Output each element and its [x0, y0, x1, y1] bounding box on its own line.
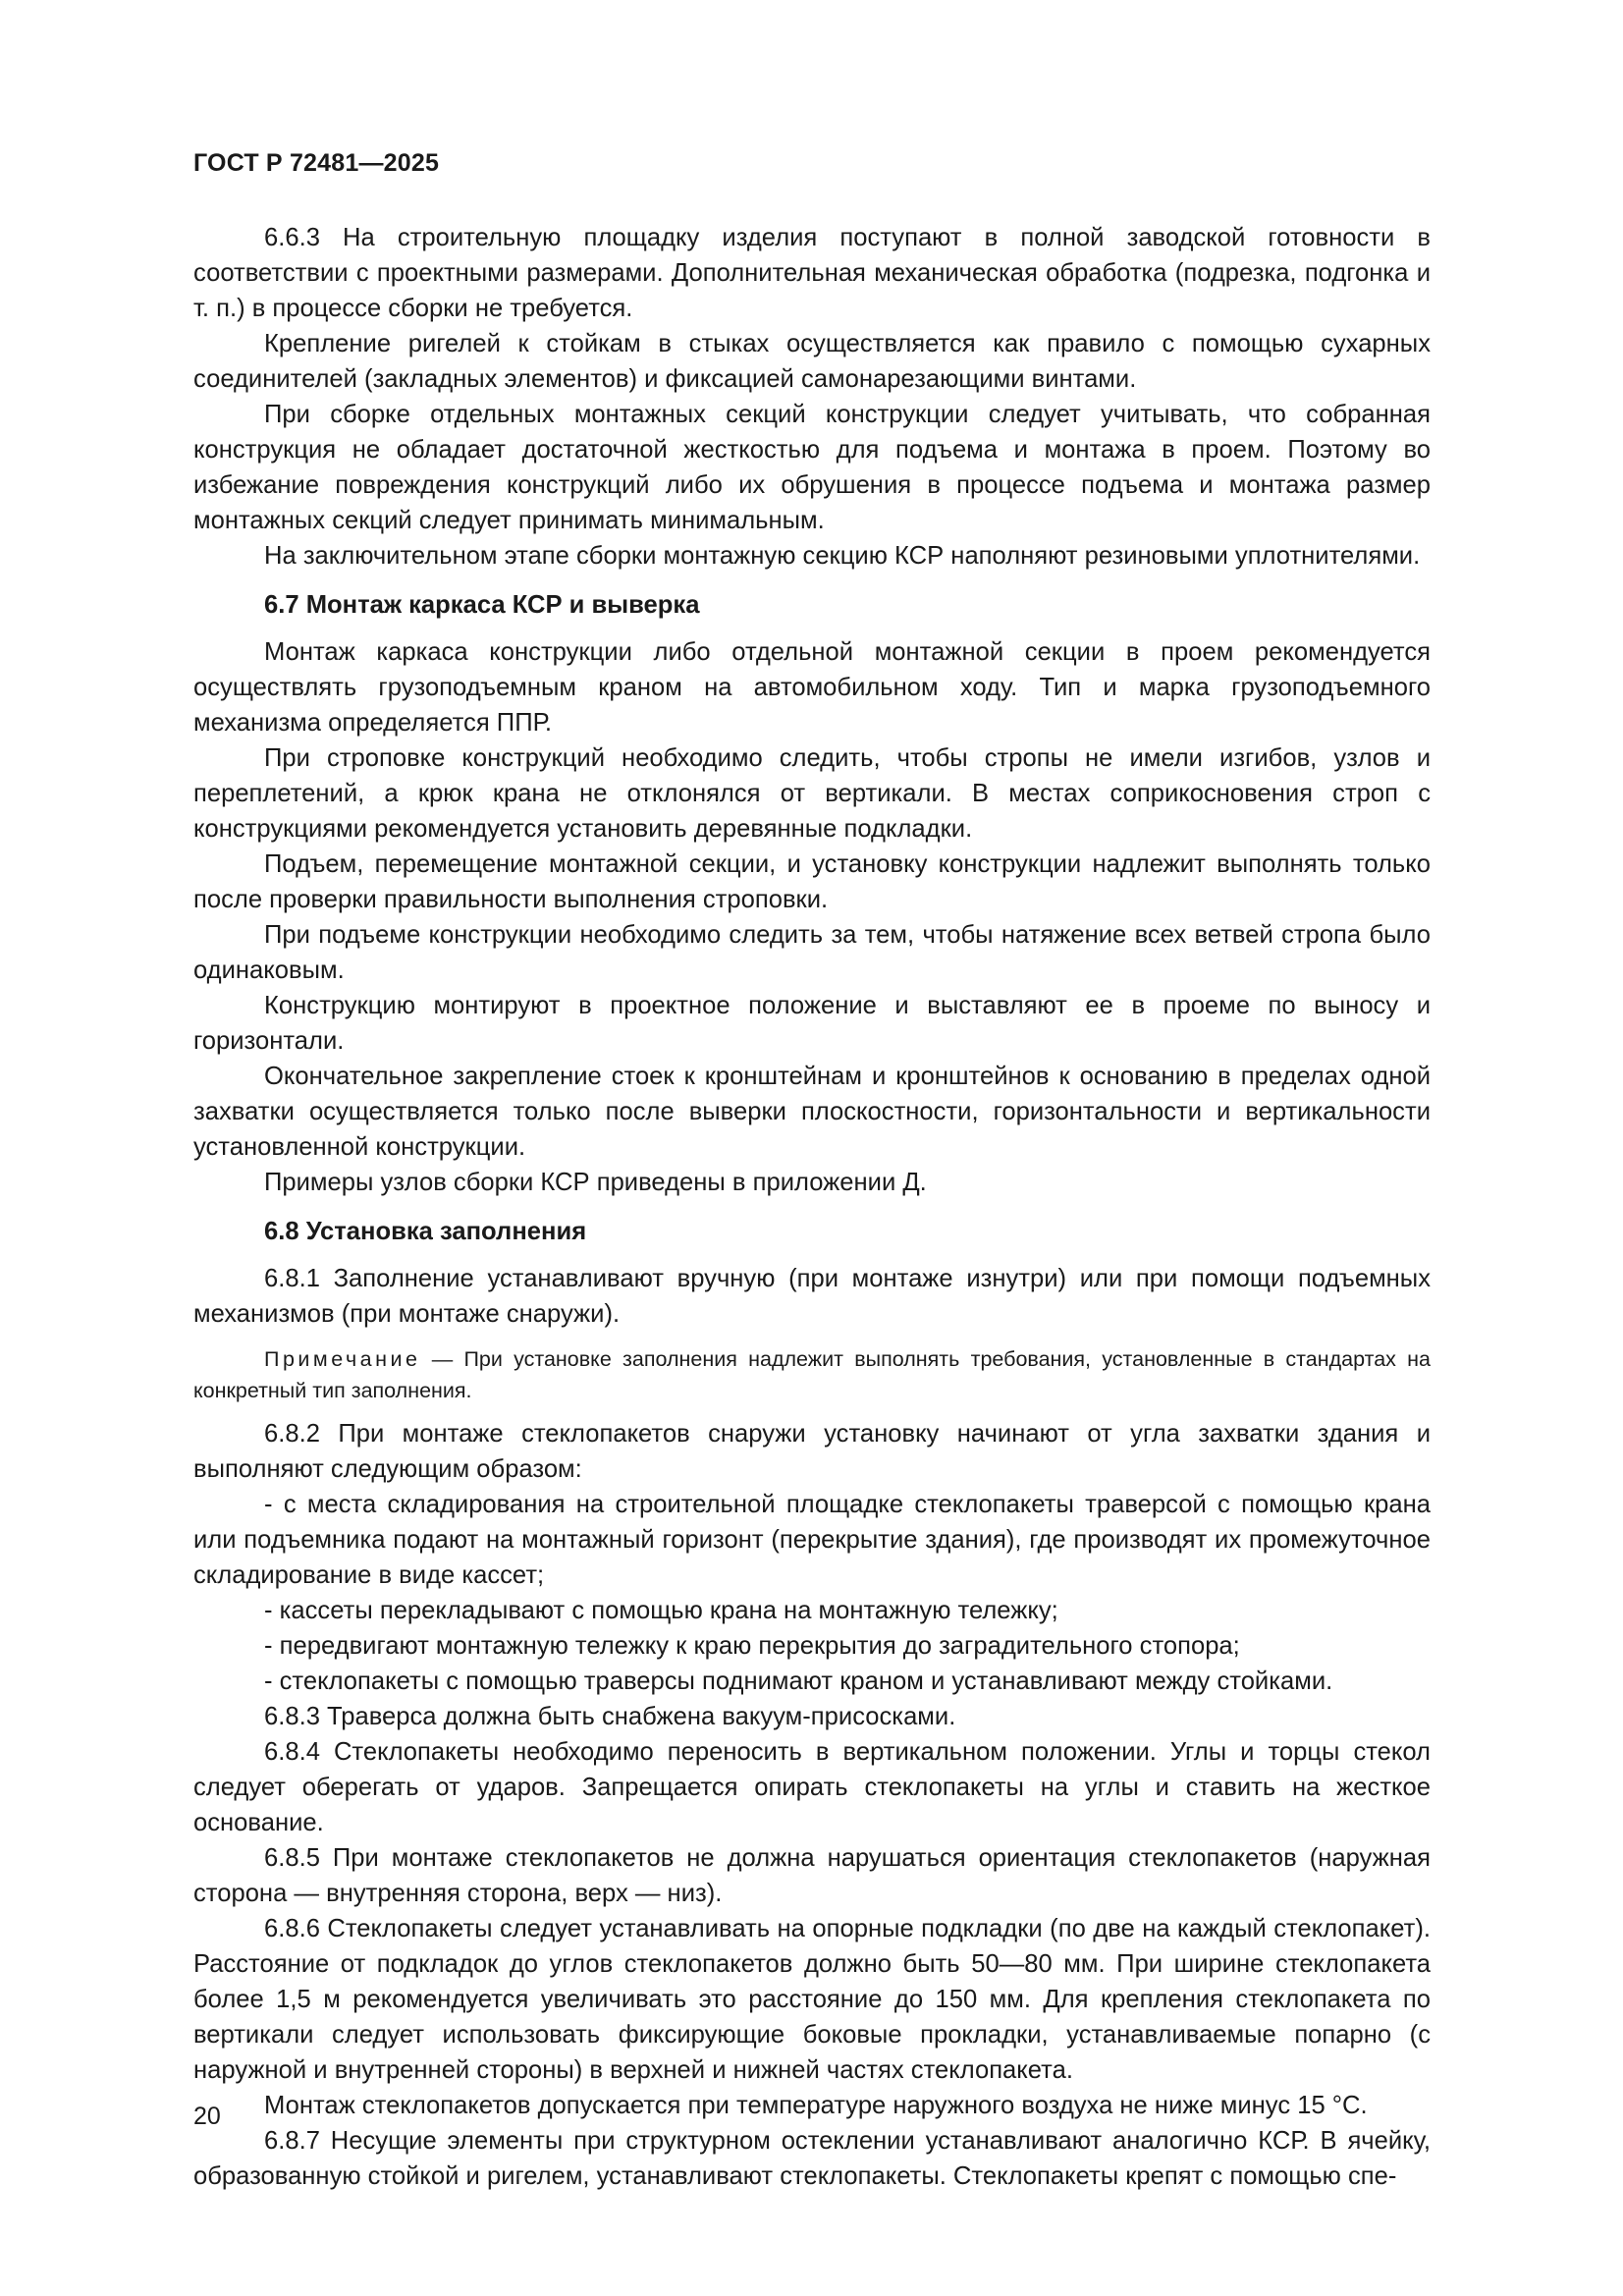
- paragraph: 6.8.3 Траверса должна быть снабжена вакуум-присосками.: [264, 1703, 956, 1730]
- paragraph: Конструкцию монтируют в проектное положение и выставляют ее в проеме по выносу и горизонтали.: [193, 992, 1431, 1055]
- paragraph: При строповке конструкций необходимо следить, чтобы стропы не имели изгибов, узлов и переплетений, а крюк крана не отклонялся от вертикали. В местах соприкосновения строп с конструкциями рекомендуется установить деревянные подкладки.: [193, 744, 1431, 843]
- note: [193, 1343, 1431, 1406]
- paragraph: 6.8.2 При монтаже стеклопакетов снаружи установку начинают от угла захватки здания и выполняют следующим образом:: [193, 1420, 1431, 1483]
- paragraph: 6.8.5 При монтаже стеклопакетов не должна нарушаться ориентация стеклопакетов (наружная сторона — внутренняя сторона, верх — низ).: [193, 1844, 1431, 1907]
- paragraph: Подъем, перемещение монтажной секции, и установку конструкции надлежит выполнять только после проверки правильности выполнения строповки.: [193, 850, 1431, 913]
- paragraph: Примеры узлов сборки КСР приведены в приложении Д.: [264, 1169, 927, 1196]
- paragraph: Окончательное закрепление стоек к кронштейнам и кронштейнов к основанию в пределах одной захватки осуществляется только после выверки плоскостности, горизонтальности и вертикальности установленной конструкции.: [193, 1063, 1431, 1161]
- paragraph: 6.6.3 На строительную площадку изделия поступают в полной заводской готовности в соответствии с проектными размерами. Дополнительная механическая обработка (подрезка, подгонка и т. п.) в процессе сборки не требуется.: [193, 224, 1431, 322]
- paragraph: Крепление ригелей к стойкам в стыках осуществляется как правило с помощью сухарных соединителей (закладных элементов) и фиксацией самонарезающими винтами.: [193, 330, 1431, 393]
- list-item: - передвигают монтажную тележку к краю перекрытия до заградительного стопора;: [264, 1632, 1240, 1660]
- section-heading: 6.7 Монтаж каркаса КСР и выверка: [264, 591, 700, 619]
- paragraph: При сборке отдельных монтажных секций конструкции следует учитывать, что собранная конструкция не обладает достаточной жесткостью для подъема и монтажа в проем. Поэтому во избежание повреждения конструкций либо их обрушения в процессе подъема и монтажа размер монтажных секций следует принимать минимальным.: [193, 401, 1431, 534]
- document-header: ГОСТ Р 72481—2025: [193, 149, 440, 177]
- page-number: 20: [193, 2103, 221, 2130]
- list-item: - стеклопакеты с помощью траверсы поднимают краном и устанавливают между стойками.: [264, 1667, 1333, 1695]
- paragraph: 6.8.6 Стеклопакеты следует устанавливать на опорные подкладки (по две на каждый стеклопакет). Расстояние от подкладок до углов стеклопакетов должно быть 50—80 мм. При ширине стеклопакета более 1,5 м рекомендуется увеличивать это расстояние до 150 мм. Для крепления стеклопакета по вертикали следует использовать фиксирующие боковые прокладки, устанавливаемые попарно (с наружной и внутренней стороны) в верхней и нижней частях стеклопакета.: [193, 1915, 1431, 2084]
- document-body: [193, 220, 1431, 2194]
- list-item: - кассеты перекладывают с помощью крана на монтажную тележку;: [264, 1597, 1058, 1624]
- note-text: — При установке заполнения надлежит выполнять требования, установленные в стандартах на конкретный тип заполнения.: [193, 1347, 1431, 1402]
- paragraph: На заключительном этапе сборки монтажную секцию КСР наполняют резиновыми уплотнителями.: [264, 542, 1421, 570]
- section-heading: 6.8 Установка заполнения: [264, 1218, 587, 1245]
- note-label: Примечание: [264, 1347, 421, 1371]
- paragraph: 6.8.1 Заполнение устанавливают вручную (при монтаже изнутри) или при помощи подъемных механизмов (при монтаже снаружи).: [193, 1265, 1431, 1328]
- paragraph: Монтаж стеклопакетов допускается при температуре наружного воздуха не ниже минус 15 °С.: [264, 2092, 1368, 2119]
- paragraph: Монтаж каркаса конструкции либо отдельной монтажной секции в проем рекомендуется осуществлять грузоподъемным краном на автомобильном ходу. Тип и марка грузоподъемного механизма определяется ППР.: [193, 638, 1431, 737]
- paragraph: - с места складирования на строительной площадке стеклопакеты траверсой с помощью крана или подъемника подают на монтажный горизонт (перекрытие здания), где производят их промежуточное складирование в виде кассет;: [193, 1491, 1431, 1589]
- paragraph: 6.8.7 Несущие элементы при структурном остеклении устанавливают аналогично КСР. В ячейку, образованную стойкой и ригелем, устанавливают стеклопакеты. Стеклопакеты крепят с помощью спе-: [193, 2127, 1431, 2190]
- paragraph: 6.8.4 Стеклопакеты необходимо переносить в вертикальном положении. Углы и торцы стекол следует оберегать от ударов. Запрещается опирать стеклопакеты на углы и ставить на жесткое основание.: [193, 1738, 1431, 1836]
- paragraph: При подъеме конструкции необходимо следить за тем, чтобы натяжение всех ветвей стропа было одинаковым.: [193, 921, 1431, 984]
